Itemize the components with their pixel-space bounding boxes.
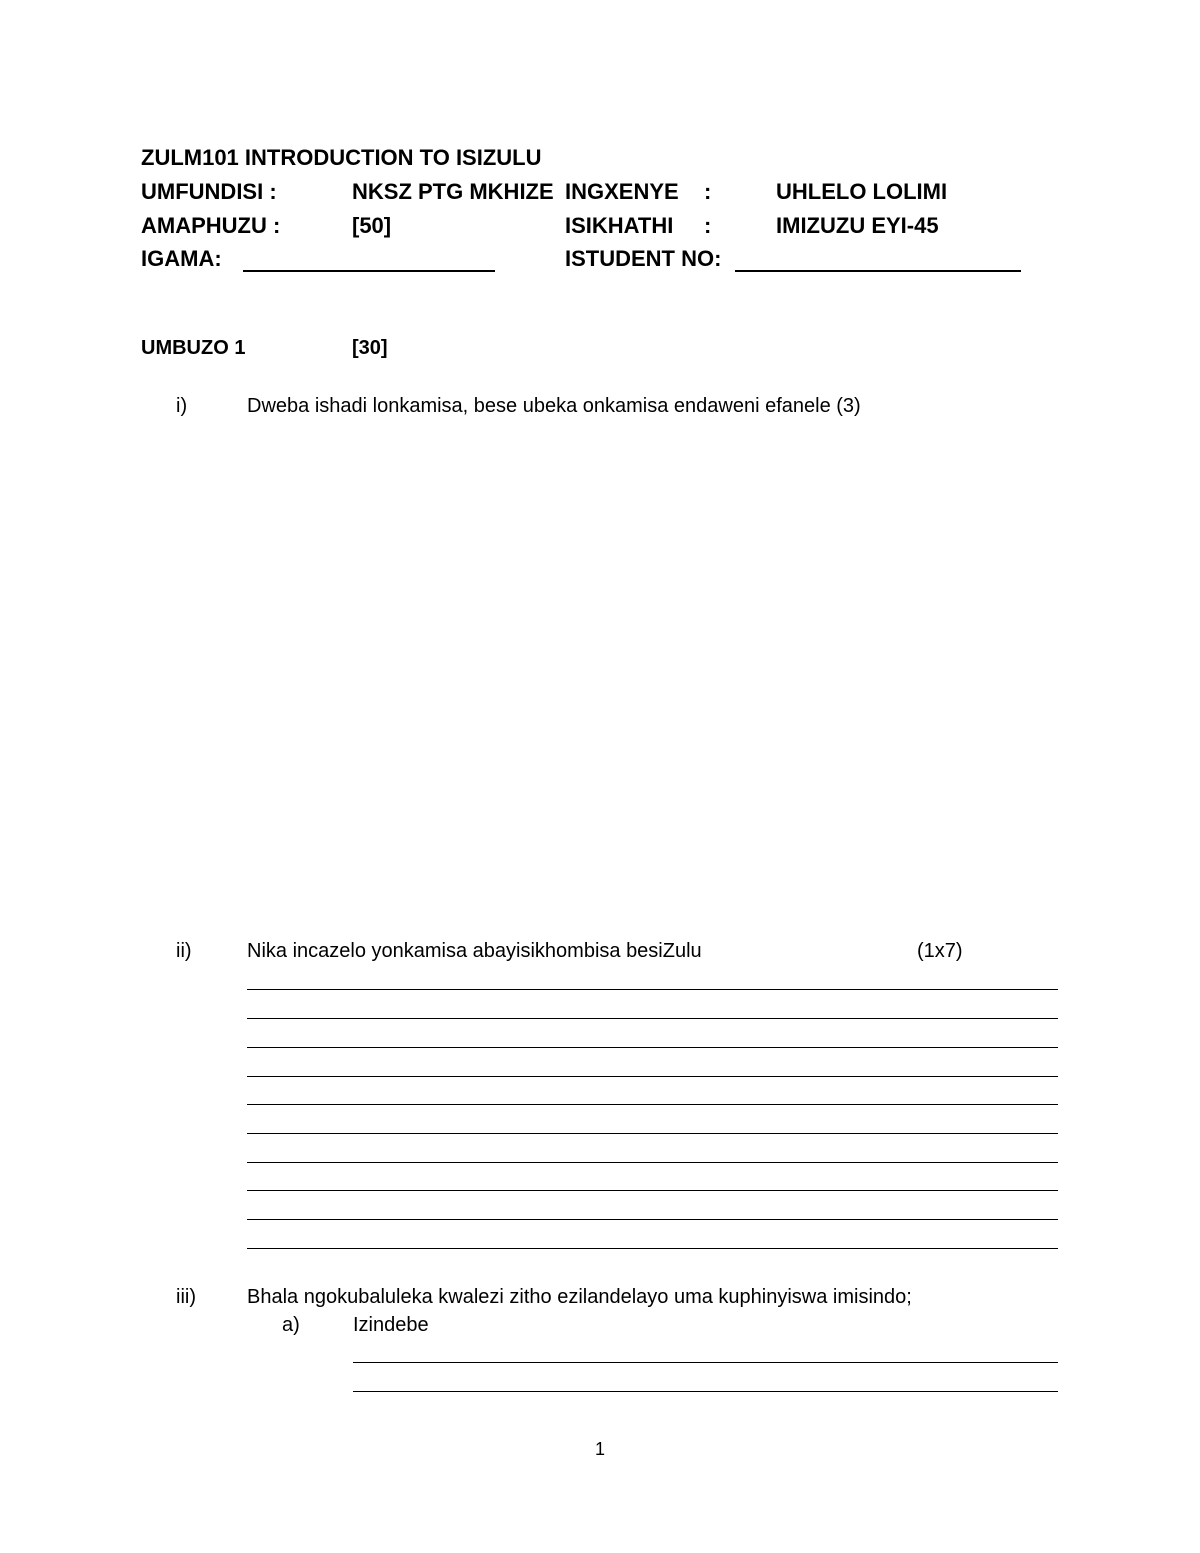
question-number: i) bbox=[176, 395, 188, 417]
time-label: ISIKHATHI bbox=[565, 213, 674, 238]
section-title: UMBUZO 1 bbox=[141, 337, 246, 359]
lecturer-value: NKSZ PTG MKHIZE bbox=[352, 179, 554, 204]
answer-line[interactable] bbox=[247, 1018, 1058, 1019]
lecturer-label: UMFUNDISI : bbox=[141, 179, 277, 204]
question-number: ii) bbox=[176, 940, 192, 962]
answer-line[interactable] bbox=[247, 1190, 1058, 1191]
answer-line[interactable] bbox=[247, 1076, 1058, 1077]
answer-line[interactable] bbox=[247, 989, 1058, 990]
question-text: Bhala ngokubaluleka kwalezi zitho ezilandelayo uma kuphinyiswa imisindo; bbox=[247, 1286, 912, 1308]
question-text: Dweba ishadi lonkamisa, bese ubeka onkamisa endaweni efanele (3) bbox=[247, 395, 861, 417]
section-value: UHLELO LOLIMI bbox=[776, 179, 948, 204]
time-value: IMIZUZU EYI-45 bbox=[776, 213, 939, 238]
answer-line[interactable] bbox=[247, 1104, 1058, 1105]
course-title: ZULM101 INTRODUCTION TO ISIZULU bbox=[141, 145, 542, 170]
section-label: INGXENYE bbox=[565, 179, 679, 204]
question-number: iii) bbox=[176, 1286, 196, 1308]
name-label: IGAMA: bbox=[141, 246, 222, 271]
student-no-field[interactable] bbox=[735, 252, 1021, 272]
answer-line[interactable] bbox=[353, 1391, 1058, 1392]
section-marks: [30] bbox=[352, 337, 388, 359]
drawing-area[interactable] bbox=[247, 430, 1057, 910]
answer-line[interactable] bbox=[247, 1162, 1058, 1163]
answer-line[interactable] bbox=[247, 1248, 1058, 1249]
subitem-letter: a) bbox=[282, 1314, 300, 1336]
name-field[interactable] bbox=[243, 252, 495, 272]
question-text: Nika incazelo yonkamisa abayisikhombisa besiZulu bbox=[247, 940, 702, 962]
section-colon: : bbox=[704, 179, 712, 204]
question-marks: (1x7) bbox=[917, 940, 963, 962]
subitem-text: Izindebe bbox=[353, 1314, 429, 1336]
answer-line[interactable] bbox=[353, 1362, 1058, 1363]
time-colon: : bbox=[704, 213, 712, 238]
page-number: 1 bbox=[595, 1439, 606, 1459]
marks-label: AMAPHUZU : bbox=[141, 213, 281, 238]
answer-line[interactable] bbox=[247, 1133, 1058, 1134]
student-no-label: ISTUDENT NO: bbox=[565, 246, 722, 271]
answer-line[interactable] bbox=[247, 1219, 1058, 1220]
marks-value: [50] bbox=[352, 213, 392, 238]
answer-line[interactable] bbox=[247, 1047, 1058, 1048]
